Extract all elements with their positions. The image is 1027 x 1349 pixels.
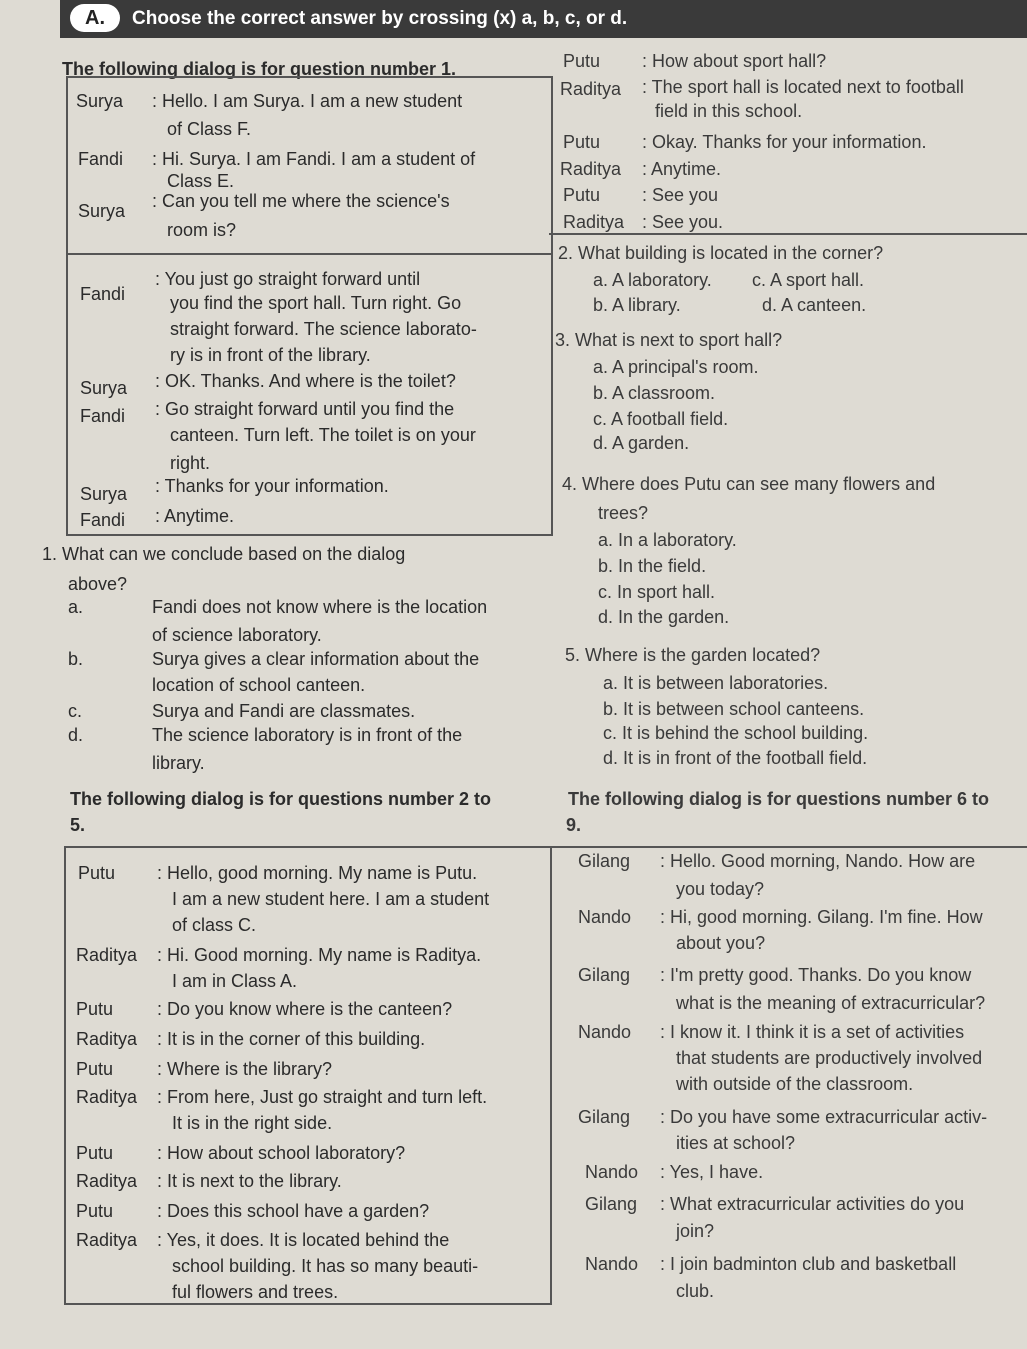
utterance: : OK. Thanks. And where is the toilet? — [155, 371, 456, 391]
utterance: : I know it. I think it is a set of activities — [660, 1022, 965, 1042]
speaker: Gilang — [578, 1107, 631, 1127]
option-c[interactable]: c. A sport hall. — [752, 270, 865, 290]
utterance: : Do you have some extracurricular activ- — [660, 1107, 988, 1127]
utterance-cont: ful flowers and trees. — [172, 1282, 339, 1302]
utterance: : Okay. Thanks for your information. — [642, 132, 927, 152]
utterance: : What extracurricular activities do you — [660, 1194, 965, 1214]
option-a[interactable]: a. A principal's room. — [593, 357, 759, 377]
option-text-cont: library. — [152, 753, 205, 773]
speaker: Surya — [80, 484, 128, 504]
question-stem: 4. Where does Putu can see many flowers and — [562, 474, 936, 494]
option-a[interactable]: a. In a laboratory. — [598, 530, 737, 550]
utterance: : It is next to the library. — [157, 1171, 342, 1191]
speaker: Putu — [76, 1059, 114, 1079]
option-c[interactable]: c. A football field. — [593, 409, 729, 429]
option-d[interactable]: d. A canteen. — [762, 295, 867, 315]
utterance: : Hi. Surya. I am Fandi. I am a student of — [152, 149, 476, 169]
utterance: : Do you know where is the canteen? — [157, 999, 453, 1019]
speaker: Raditya — [560, 159, 622, 179]
utterance-cont: of Class F. — [167, 119, 252, 139]
utterance-cont: you find the sport hall. Turn right. Go — [170, 293, 462, 313]
option-b[interactable]: b. A classroom. — [593, 383, 716, 403]
utterance: : See you. — [642, 212, 724, 232]
speaker: Putu — [563, 185, 601, 205]
speaker: Raditya — [76, 1171, 138, 1191]
speaker: Surya — [76, 91, 124, 111]
option-b[interactable]: b. A library. — [593, 295, 681, 315]
utterance-cont: straight forward. The science laborato- — [170, 319, 477, 339]
dialog1-intro: The following dialog is for question number 1. — [62, 59, 457, 79]
option-text[interactable]: Surya and Fandi are classmates. — [152, 701, 416, 721]
speaker: Putu — [76, 1143, 114, 1163]
option-label[interactable]: c. — [68, 701, 83, 721]
utterance: : I'm pretty good. Thanks. Do you know — [660, 965, 972, 985]
utterance: : Where is the library? — [157, 1059, 333, 1079]
speaker: Gilang — [585, 1194, 638, 1214]
speaker: Fandi — [80, 284, 126, 304]
option-text-cont: location of school canteen. — [152, 675, 366, 695]
speaker: Putu — [563, 51, 601, 71]
utterance: : Hi. Good morning. My name is Raditya. — [157, 945, 482, 965]
speaker: Raditya — [76, 1230, 138, 1250]
utterance-cont: school building. It has so many beauti- — [172, 1256, 479, 1276]
question-stem: 3. What is next to sport hall? — [555, 330, 783, 350]
dialog3-intro-cont: 9. — [566, 815, 582, 835]
option-c[interactable]: c. In sport hall. — [598, 582, 716, 602]
utterance: : Thanks for your information. — [155, 476, 389, 496]
option-b[interactable]: b. It is between school canteens. — [603, 699, 865, 719]
speaker: Raditya — [76, 945, 138, 965]
utterance: : I join badminton club and basketball — [660, 1254, 957, 1274]
speaker: Fandi — [80, 510, 126, 530]
utterance-cont: what is the meaning of extracurricular? — [676, 993, 986, 1013]
option-label[interactable]: d. — [68, 725, 84, 745]
section-letter-badge: A. — [70, 4, 120, 32]
utterance-cont: I am in Class A. — [172, 971, 298, 991]
speaker: Putu — [76, 1201, 114, 1221]
utterance: : Yes, I have. — [660, 1162, 764, 1182]
option-c[interactable]: c. It is behind the school building. — [603, 723, 869, 743]
option-b[interactable]: b. In the field. — [598, 556, 707, 576]
option-d[interactable]: d. In the garden. — [598, 607, 730, 627]
utterance-cont: with outside of the classroom. — [676, 1074, 914, 1094]
speaker: Putu — [563, 132, 601, 152]
option-label[interactable]: b. — [68, 649, 84, 669]
utterance-cont: join? — [676, 1221, 715, 1241]
utterance-cont: of class C. — [172, 915, 257, 935]
utterance-cont: ry is in front of the library. — [170, 345, 371, 365]
utterance: : The sport hall is located next to football — [642, 77, 964, 97]
dialog2-intro: The following dialog is for questions number 2 to — [70, 789, 492, 809]
speaker: Gilang — [578, 965, 631, 985]
option-d[interactable]: d. It is in front of the football field. — [603, 748, 868, 768]
speaker: Gilang — [578, 851, 631, 871]
question-stem: 1. What can we conclude based on the dialog — [42, 544, 406, 564]
dialog2-intro-cont: 5. — [70, 815, 86, 835]
dialog1-divider — [66, 253, 551, 255]
utterance-cont: about you? — [676, 933, 766, 953]
utterance: : See you — [642, 185, 719, 205]
utterance: : Go straight forward until you find the — [155, 399, 455, 419]
speaker: Nando — [585, 1162, 639, 1182]
option-text[interactable]: Surya gives a clear information about the — [152, 649, 480, 669]
speaker: Raditya — [76, 1029, 138, 1049]
question-stem: 2. What building is located in the corner? — [558, 243, 884, 263]
utterance: : Hello. I am Surya. I am a new student — [152, 91, 463, 111]
dialog3-box-top — [550, 846, 1027, 848]
utterance-cont: canteen. Turn left. The toilet is on your — [170, 425, 476, 445]
question-stem: 5. Where is the garden located? — [565, 645, 821, 665]
question-stem-cont: trees? — [598, 503, 649, 523]
utterance: : Hello. Good morning, Nando. How are — [660, 851, 976, 871]
utterance: : Yes, it does. It is located behind the — [157, 1230, 450, 1250]
utterance: : Hi, good morning. Gilang. I'm fine. How — [660, 907, 983, 927]
speaker: Putu — [78, 863, 116, 883]
utterance: : You just go straight forward until — [155, 269, 421, 289]
question-stem-cont: above? — [68, 574, 128, 594]
utterance: : Anytime. — [642, 159, 722, 179]
speaker: Surya — [80, 378, 128, 398]
dialog2-box-bottom — [549, 233, 1027, 235]
utterance: : It is in the corner of this building. — [157, 1029, 426, 1049]
option-label[interactable]: a. — [68, 597, 84, 617]
utterance-cont: you today? — [676, 879, 765, 899]
utterance: : Can you tell me where the science's — [152, 191, 450, 211]
utterance-cont: It is in the right side. — [172, 1113, 333, 1133]
speaker: Raditya — [563, 212, 625, 232]
utterance: : From here, Just go straight and turn left. — [157, 1087, 488, 1107]
utterance-cont: room is? — [167, 220, 237, 240]
dialog3-intro: The following dialog is for questions number 6 to — [568, 789, 990, 809]
section-instruction: Choose the correct answer by crossing (x) a, b, c, or d. — [132, 8, 628, 29]
option-d[interactable]: d. A garden. — [593, 433, 690, 453]
speaker: Putu — [76, 999, 114, 1019]
utterance-cont: right. — [170, 453, 211, 473]
utterance-cont: club. — [676, 1281, 715, 1301]
utterance-cont: Class E. — [167, 171, 235, 191]
utterance: : Hello, good morning. My name is Putu. — [157, 863, 478, 883]
speaker: Fandi — [80, 406, 126, 426]
utterance: : Anytime. — [155, 506, 235, 526]
option-text-cont: of science laboratory. — [152, 625, 322, 645]
option-text[interactable]: The science laboratory is in front of the — [152, 725, 463, 745]
speaker: Raditya — [76, 1087, 138, 1107]
utterance: : Does this school have a garden? — [157, 1201, 430, 1221]
utterance-cont: field in this school. — [655, 101, 803, 121]
utterance-cont: I am a new student here. I am a student — [172, 889, 490, 909]
speaker: Nando — [578, 907, 632, 927]
utterance-cont: ities at school? — [676, 1133, 796, 1153]
speaker: Fandi — [78, 149, 124, 169]
option-a[interactable]: a. A laboratory. — [593, 270, 712, 290]
speaker: Nando — [578, 1022, 632, 1042]
utterance: : How about sport hall? — [642, 51, 827, 71]
speaker: Nando — [585, 1254, 639, 1274]
option-text[interactable]: Fandi does not know where is the location — [152, 597, 488, 617]
option-a[interactable]: a. It is between laboratories. — [603, 673, 829, 693]
speaker: Raditya — [560, 79, 622, 99]
speaker: Surya — [78, 201, 126, 221]
utterance: : How about school laboratory? — [157, 1143, 406, 1163]
utterance-cont: that students are productively involved — [676, 1048, 983, 1068]
